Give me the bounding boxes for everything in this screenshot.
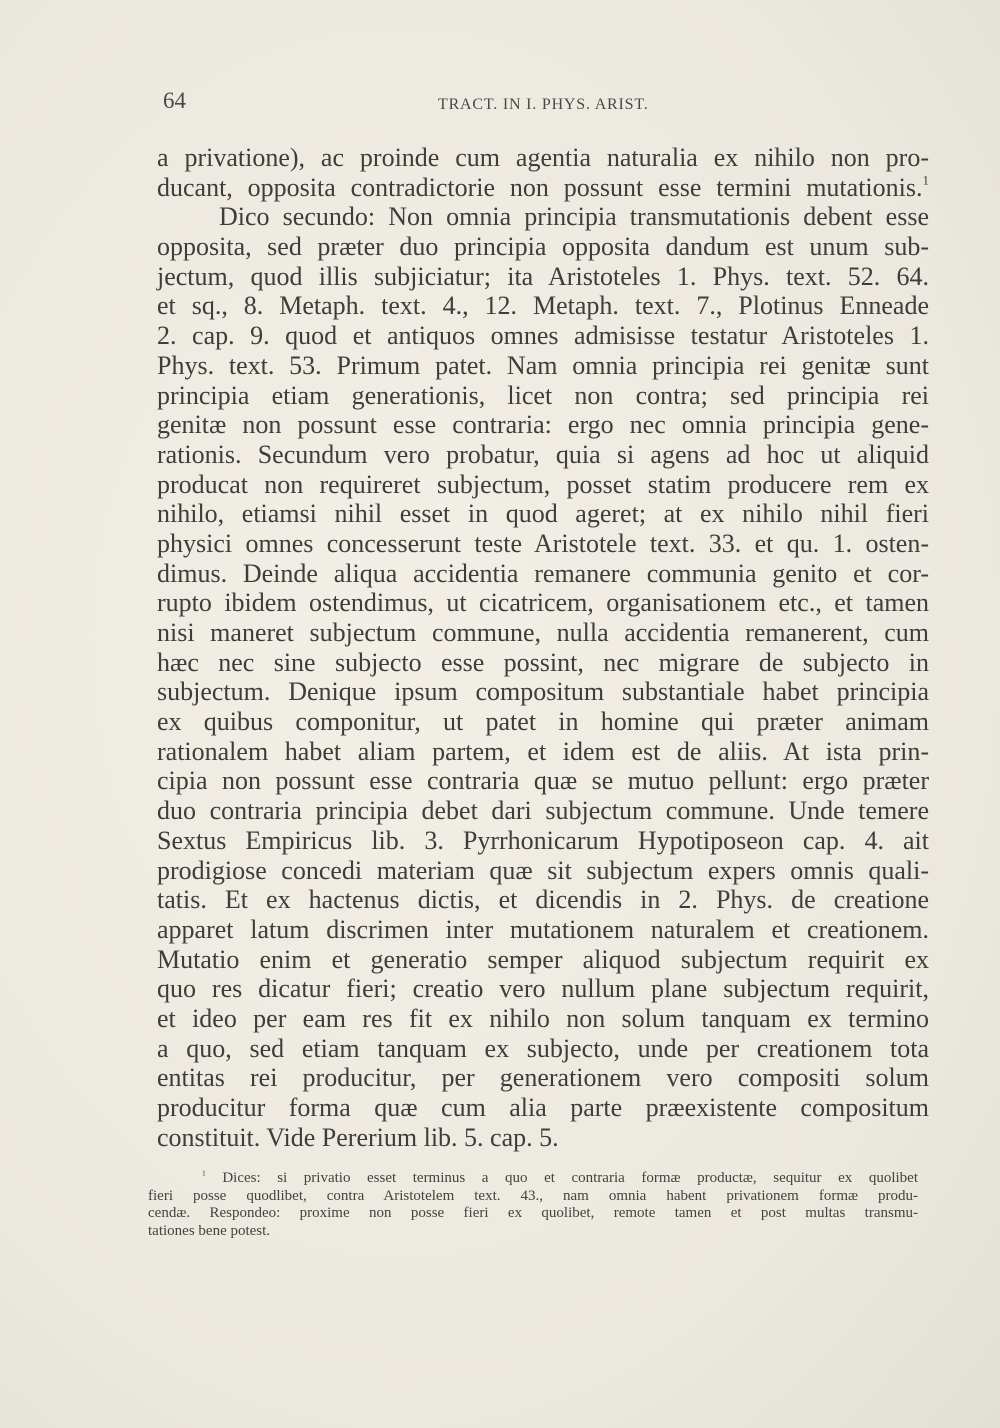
text-line-content: ducant, opposita contradictorie non possunt esse termini mutationis. [157, 172, 923, 202]
text-line: apparet latum discrimen inter mutationem naturalem et creationem. [157, 914, 929, 944]
text-line: Sextus Empiricus lib. 3. Pyrrhonicarum Hypotiposeon cap. 4. ait [157, 825, 929, 855]
text-line: 2. cap. 9. quod et antiquos omnes admisisse testatur Aristoteles 1. [157, 321, 929, 351]
footnote-line-content: Dices: si privatio esset terminus a quo et contraria formæ productæ, sequitur ex quolibet [222, 1170, 919, 1186]
running-head [163, 88, 923, 118]
text-line: hæc nec sine subjecto esse possint, nec migrare de subjecto in [157, 647, 929, 677]
text-line: producitur forma quæ cum alia parte præexistente compositum [157, 1093, 929, 1122]
text-line: genitæ non possunt esse contraria: ergo nec omnia principia gene- [157, 410, 929, 440]
text-line: rationis. Secundum vero probatur, quia si agens ad hoc ut aliquid [157, 439, 929, 469]
footnote-line: fieri posse quodlibet, contra Aristotelem text. 43., nam omnia habent privationem formæ produ- [148, 1187, 918, 1204]
text-line: Phys. text. 53. Primum patet. Nam omnia principia rei genitæ sunt [157, 350, 929, 380]
footnote-line [148, 1170, 918, 1188]
text-line: entitas rei producitur, per generationem vero compositi solum [157, 1063, 929, 1093]
text-line: prodigiose concedi materiam quæ sit subjectum expers omnis quali- [157, 855, 929, 885]
text-line: dimus. Deinde aliqua accidentia remanere communia genito et cor- [157, 558, 929, 588]
footnote-line: cendæ. Respondeo: proxime non posse fieri ex quolibet, remote tamen et post multas transmu- [148, 1205, 918, 1221]
footnote-reference: 1 [922, 172, 929, 187]
text-line: jectum, quod illis subjiciatur; ita Aristoteles 1. Phys. text. 52. 64. [157, 261, 929, 291]
text-line: rupto ibidem ostendimus, ut cicatricem, organisationem etc., et tamen [157, 588, 929, 618]
text-line: ex quibus componitur, ut patet in homine qui præter animam [157, 707, 929, 737]
footnote-marker: 1 [202, 1168, 206, 1178]
text-line: nihilo, etiamsi nihil esset in quod ageret; at ex nihilo nihil fieri [157, 499, 929, 529]
text-line [157, 173, 929, 203]
text-line: Mutatio enim et generatio semper aliquod subjectum requirit ex [157, 944, 929, 974]
paragraph-start-line: Dico secundo: Non omnia principia transmutationis debent esse [219, 202, 929, 232]
text-line: principia etiam generationis, licet non contra; sed principia rei [157, 380, 929, 410]
text-line: et ideo per eam res fit ex nihilo non solum tanquam ex termino [157, 1003, 929, 1033]
text-line: a privatione), ac proinde cum agentia naturalia ex nihilo non pro- [157, 143, 929, 172]
text-line: duo contraria principia debet dari subjectum commune. Unde temere [157, 796, 929, 826]
footnote [148, 1170, 918, 1240]
running-title: TRACT. IN I. PHYS. ARIST. [438, 96, 649, 113]
text-line: quo res dicatur fieri; creatio vero nullum plane subjectum requirit, [157, 974, 929, 1004]
text-line: subjectum. Denique ipsum compositum substantiale habet principia [157, 677, 929, 707]
text-line: a quo, sed etiam tanquam ex subjecto, unde per creationem tota [157, 1033, 929, 1063]
text-line: opposita, sed præter duo principia opposita dandum est unum sub- [157, 232, 929, 262]
text-line: nisi maneret subjectum commune, nulla accidentia remanerent, cum [157, 618, 929, 647]
footnote-line-last: tationes bene potest. [148, 1222, 271, 1239]
page-number: 64 [163, 88, 186, 113]
main-text [157, 143, 929, 1152]
text-line: et sq., 8. Metaph. text. 4., 12. Metaph. text. 7., Plotinus Enneade [157, 291, 929, 321]
text-line: tatis. Et ex hactenus dictis, et dicendis in 2. Phys. de creatione [157, 885, 929, 915]
text-line-last: constituit. Vide Pererium lib. 5. cap. 5. [157, 1122, 559, 1152]
text-line: rationalem habet aliam partem, et idem est de aliis. At ista prin- [157, 736, 929, 766]
text-line: cipia non possunt esse contraria quæ se mutuo pellunt: ergo præter [157, 766, 929, 796]
text-line: physici omnes concesserunt teste Aristotele text. 33. et qu. 1. osten- [157, 528, 929, 558]
text-line: producat non requireret subjectum, posset statim producere rem ex [157, 469, 929, 499]
